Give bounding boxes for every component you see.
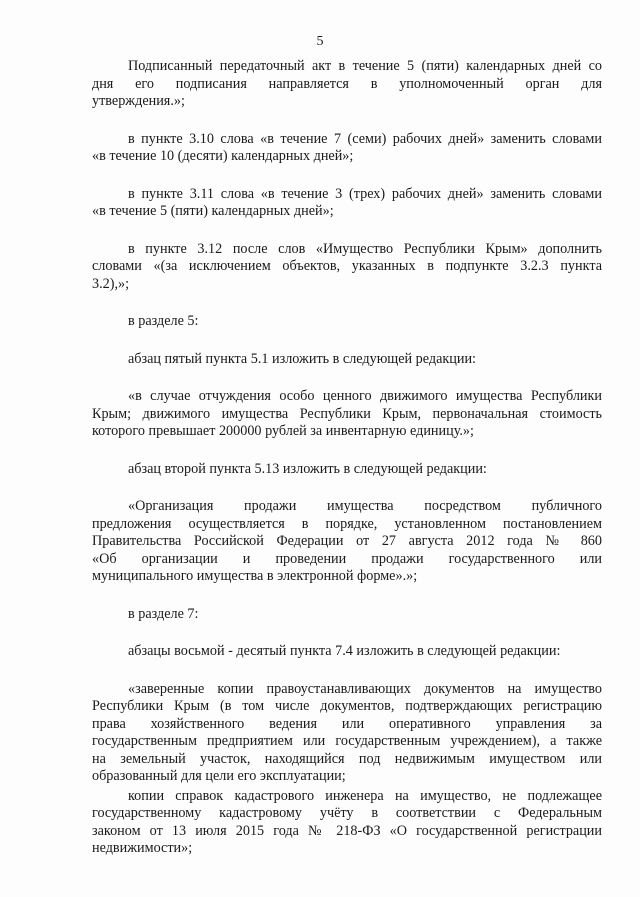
text-line: Подписанный передаточный акт в течение 5 (пяти) календарных дней со xyxy=(128,58,602,74)
text-line: копии справок кадастрового инженера на имущество, не подлежащее xyxy=(128,787,602,804)
paragraph xyxy=(92,131,602,166)
text-line: образованный для цели его эксплуатации; xyxy=(92,768,346,784)
page-number: 5 xyxy=(316,34,324,49)
paragraph xyxy=(92,388,602,441)
text-line: утверждения.»; xyxy=(92,93,185,109)
text-line: права хозяйственного ведения или оперативного управления за xyxy=(92,715,602,732)
text-line: Правительства Российской Федерации от 27 августа 2012 года № 860 xyxy=(92,533,602,549)
text-line: Республики Крым (в том числе документов, подтверждающих регистрацию xyxy=(92,698,602,714)
text-line: абзац пятый пункта 5.1 изложить в следующей редакции: xyxy=(128,350,476,367)
text-line: «Организация продажи имущества посредством публичного xyxy=(128,498,602,514)
text-line: «в течение 10 (десяти) календарных дней»; xyxy=(92,148,354,164)
text-line: абзацы восьмой - десятый пункта 7.4 изложить в следующей редакции: xyxy=(128,643,561,659)
text-line: которого превышает 200000 рублей за инвентарную единицу.»; xyxy=(92,423,474,439)
text-line: «заверенные копии правоустанавливающих документов на имущество xyxy=(128,680,602,697)
paragraph xyxy=(92,313,602,331)
text-line: в разделе 7: xyxy=(128,605,199,622)
paragraph xyxy=(92,58,602,111)
text-line: Крым; движимого имущества Республики Крым, первоначальная стоимость xyxy=(92,405,602,422)
text-line: законом от 13 июля 2015 года № 218-ФЗ «О государственной регистрации xyxy=(92,822,602,839)
paragraph xyxy=(92,498,602,586)
text-line: «Об организации и проведении продажи государственного или xyxy=(92,550,602,567)
text-line: муниципального имущества в электронной форме».»; xyxy=(92,568,418,584)
paragraph xyxy=(92,643,602,661)
paragraph xyxy=(92,788,602,858)
paragraph xyxy=(92,186,602,221)
text-line: дня его подписания направляется в уполномоченный орган для xyxy=(92,75,602,92)
text-line: недвижимости»; xyxy=(92,840,193,856)
text-line: в пункте 3.12 после слов «Имущество Республики Крым» дополнить xyxy=(128,240,602,257)
paragraph xyxy=(92,681,602,786)
text-line: «в случае отчуждения особо ценного движимого имущества Республики xyxy=(128,388,602,404)
text-line: 3.2),»; xyxy=(92,275,130,292)
document-body xyxy=(92,58,602,858)
text-line: предложения осуществляется в порядке, установленном постановлением xyxy=(92,515,602,532)
text-line: в пункте 3.10 слова «в течение 7 (семи) рабочих дней» заменить словами xyxy=(128,130,602,147)
paragraph xyxy=(92,351,602,369)
paragraph xyxy=(92,461,602,479)
text-line: в разделе 5: xyxy=(128,313,199,329)
paragraph xyxy=(92,606,602,624)
text-line: государственному кадастровому учёту в соответствии с Федеральным xyxy=(92,805,602,821)
text-line: словами «(за исключением объектов, указанных в подпункте 3.2.3 пункта xyxy=(92,258,602,274)
text-line: в пункте 3.11 слова «в течение 3 (трех) рабочих дней» заменить словами xyxy=(128,185,602,202)
text-line: «в течение 5 (пяти) календарных дней»; xyxy=(92,203,334,219)
text-line: абзац второй пункта 5.13 изложить в следующей редакции: xyxy=(128,460,487,477)
text-line: государственным предприятием или государственным учреждением), а также xyxy=(92,733,602,749)
text-line: на земельный участок, находящийся под недвижимым имуществом или xyxy=(92,750,602,767)
paragraph xyxy=(92,241,602,294)
